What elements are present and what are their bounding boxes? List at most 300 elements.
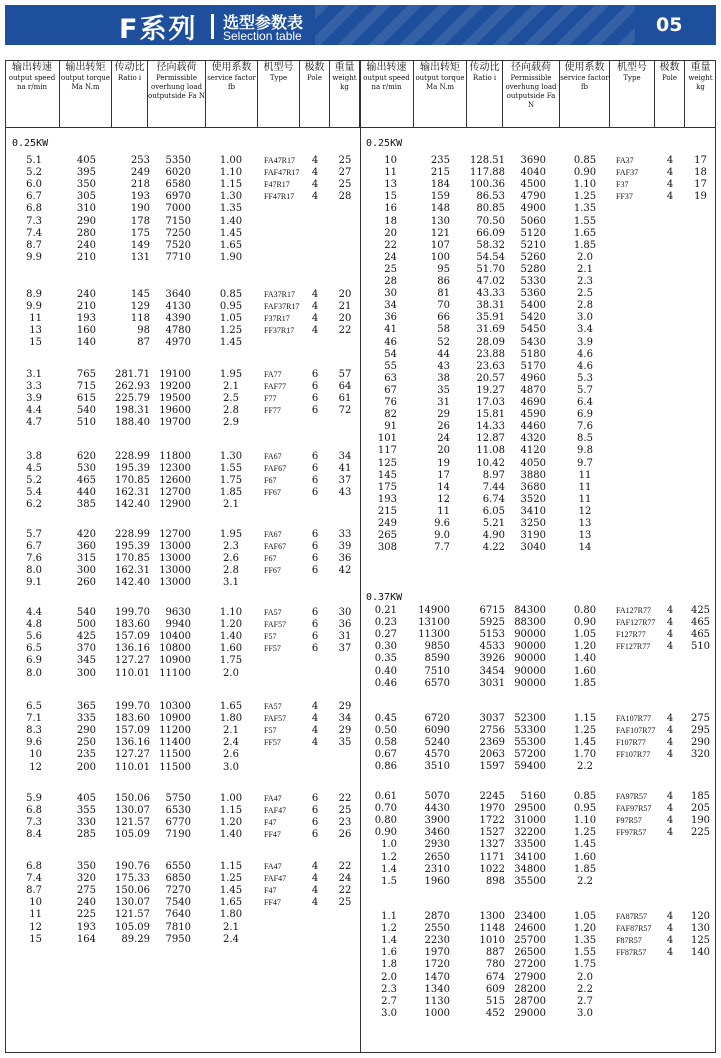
value-cell: 175: [130, 227, 150, 239]
right-table-row: [0, 384, 721, 397]
pole-cell: 6: [311, 553, 319, 565]
value-cell: 11800: [159, 451, 191, 462]
value-cell: 34100: [514, 851, 546, 863]
value-cell: 3926: [479, 653, 505, 665]
pole-cell: 6: [311, 619, 319, 631]
col-header-cn: 使用系数: [564, 62, 605, 73]
value-cell: 7.4: [26, 227, 42, 239]
right-table-row: [0, 215, 721, 228]
service-factor-cell: 1.80: [219, 909, 243, 921]
value-cell: 7270: [165, 885, 191, 897]
value-cell: 80.85: [476, 203, 505, 215]
type-cell: F107R77: [616, 738, 646, 748]
service-factor-cell: 0.90: [573, 167, 597, 179]
value-cell: 249: [377, 518, 397, 529]
right-table-row: [0, 677, 721, 690]
weight-cell: 20: [338, 313, 352, 325]
value-cell: 95: [437, 263, 450, 275]
pole-cell: 4: [666, 749, 674, 761]
value-cell: 0.50: [374, 725, 397, 737]
type-cell: FF77: [264, 406, 281, 416]
value-cell: 157.09: [115, 631, 150, 643]
pole-cell: 6: [311, 369, 319, 380]
service-factor-cell: 1.60: [573, 851, 597, 863]
value-cell: 142.40: [115, 577, 150, 589]
service-factor-cell: 11: [578, 481, 592, 493]
pole-cell: 4: [666, 947, 674, 959]
value-cell: 5420: [520, 312, 546, 324]
value-cell: 142.40: [115, 499, 150, 511]
pole-cell: 4: [311, 885, 319, 897]
value-cell: 160: [76, 325, 96, 337]
value-cell: 0.40: [374, 665, 397, 677]
value-cell: 12700: [159, 529, 191, 540]
right-table-row: [0, 640, 721, 653]
value-cell: 2245: [479, 791, 505, 802]
right-table-row: [0, 983, 721, 996]
value-cell: 6850: [165, 873, 191, 885]
right-table-row: [0, 408, 721, 421]
weight-cell: 72: [338, 405, 352, 417]
value-cell: 100: [430, 251, 450, 263]
value-cell: 131: [130, 251, 150, 263]
pole-cell: 4: [311, 313, 319, 325]
service-factor-cell: 11: [578, 493, 592, 505]
title-cn: 选型参数表: [223, 13, 304, 32]
value-cell: 67: [384, 384, 397, 396]
value-cell: 3680: [520, 481, 546, 493]
service-factor-cell: 0.80: [573, 605, 597, 616]
col-header-cn: 重量: [690, 62, 711, 73]
value-cell: 101: [377, 433, 397, 445]
value-cell: 300: [76, 565, 96, 577]
pole-cell: 4: [311, 167, 319, 179]
right-table-row: [0, 851, 721, 864]
weight-cell: 125: [690, 935, 711, 947]
value-cell: 90000: [514, 677, 546, 689]
value-cell: 13000: [159, 577, 191, 589]
value-cell: 5450: [520, 324, 546, 336]
value-cell: 51.70: [476, 263, 505, 275]
value-cell: 7520: [165, 239, 191, 251]
value-cell: 145: [377, 469, 397, 481]
value-cell: 12700: [159, 487, 191, 499]
value-cell: 140: [76, 337, 96, 349]
type-cell: F47: [264, 818, 277, 828]
right-table-row: [0, 958, 721, 971]
value-cell: 3250: [520, 518, 546, 529]
value-cell: 70: [437, 300, 450, 312]
value-cell: 228.99: [115, 451, 150, 462]
right-table-row: [0, 760, 721, 773]
value-cell: 7.44: [482, 481, 505, 493]
value-cell: 24: [437, 433, 450, 445]
service-factor-cell: 2.6: [223, 749, 239, 761]
pole-cell: 6: [311, 463, 319, 475]
value-cell: 1148: [479, 923, 505, 935]
value-cell: 199.70: [115, 607, 150, 618]
weight-cell: 465: [690, 617, 711, 629]
right-table-row: [0, 1007, 721, 1020]
weight-cell: 25: [338, 805, 352, 817]
value-cell: 515: [485, 995, 505, 1007]
value-cell: 198.31: [115, 405, 150, 417]
weight-cell: 26: [338, 829, 352, 841]
value-cell: 275: [76, 885, 96, 897]
value-cell: 4130: [165, 301, 191, 313]
value-cell: 1527: [479, 827, 505, 839]
value-cell: 3690: [520, 155, 546, 166]
value-cell: 35500: [514, 875, 546, 887]
value-cell: 780: [485, 959, 505, 971]
service-factor-cell: 4.6: [577, 348, 593, 360]
pole-cell: 6: [311, 541, 319, 553]
value-cell: 47.02: [476, 276, 505, 287]
value-cell: 3.8: [26, 451, 42, 462]
right-table-row: [0, 604, 721, 617]
type-cell: F97R57: [616, 816, 642, 826]
value-cell: 27200: [514, 959, 546, 971]
weight-cell: 34: [338, 451, 352, 462]
weight-cell: 425: [690, 605, 711, 616]
value-cell: 170.85: [115, 475, 150, 487]
value-cell: 6770: [165, 817, 191, 829]
value-cell: 38.31: [476, 300, 505, 312]
service-factor-cell: 1.75: [219, 655, 243, 667]
value-cell: 12600: [159, 475, 191, 487]
value-cell: 3.9: [26, 393, 42, 405]
value-cell: 5070: [424, 791, 450, 802]
value-cell: 100.36: [470, 179, 505, 191]
service-factor-cell: 2.7: [577, 995, 593, 1007]
weight-cell: 22: [338, 325, 352, 337]
col-header-en: Permissible overhung load outputside Fa N: [505, 74, 557, 109]
value-cell: 300: [76, 667, 96, 679]
value-cell: 25: [384, 263, 397, 275]
value-cell: 1010: [479, 935, 505, 947]
value-cell: 195.39: [115, 541, 150, 553]
pole-cell: 4: [666, 923, 674, 935]
value-cell: 6.9: [26, 655, 42, 667]
value-cell: 250: [76, 737, 96, 749]
service-factor-cell: 2.1: [223, 499, 239, 511]
value-cell: 335: [76, 713, 96, 725]
value-cell: 7.7: [434, 542, 450, 554]
left-col-header: [258, 61, 300, 127]
value-cell: 4040: [520, 167, 546, 179]
value-cell: 190.76: [115, 861, 150, 872]
right-table-row: [0, 481, 721, 494]
right-table-row: [0, 875, 721, 888]
right-table-row: [0, 190, 721, 203]
value-cell: 7.6: [26, 553, 42, 565]
value-cell: 620: [76, 451, 96, 462]
value-cell: 5160: [520, 791, 546, 802]
value-cell: 12300: [159, 463, 191, 475]
service-factor-cell: 3.0: [223, 761, 239, 773]
value-cell: 81: [437, 288, 450, 300]
value-cell: 28700: [514, 995, 546, 1007]
right-table-row: [0, 311, 721, 324]
value-cell: 3.0: [381, 1007, 397, 1019]
col-header-en: Ratio i: [117, 74, 142, 82]
left-col-header: [112, 61, 148, 127]
value-cell: 290: [76, 215, 96, 227]
value-cell: 6.8: [26, 805, 42, 817]
value-cell: 54.54: [476, 251, 505, 263]
value-cell: 1.6: [381, 947, 397, 959]
weight-cell: 37: [338, 475, 352, 487]
value-cell: 4390: [165, 313, 191, 325]
value-cell: 0.67: [374, 749, 397, 761]
type-cell: FAF67: [264, 464, 287, 474]
value-cell: 6580: [165, 179, 191, 191]
service-factor-cell: 0.95: [573, 803, 597, 815]
value-cell: 31.69: [476, 324, 505, 336]
value-cell: 0.46: [374, 677, 397, 689]
value-cell: 228.99: [115, 529, 150, 540]
value-cell: 360: [76, 541, 96, 553]
col-header-cn: 输出转速: [12, 62, 52, 73]
value-cell: 440: [76, 487, 96, 499]
col-header-en: Type: [623, 74, 641, 82]
col-header-en: Pole: [306, 74, 323, 82]
value-cell: 150.06: [115, 885, 150, 897]
service-factor-cell: 1.95: [219, 529, 243, 540]
value-cell: 148: [430, 203, 450, 215]
value-cell: 0.86: [374, 761, 397, 773]
value-cell: 6970: [165, 191, 191, 203]
service-factor-cell: 2.2: [577, 983, 593, 995]
type-cell: FF37: [616, 192, 633, 202]
service-factor-cell: 1.20: [573, 641, 597, 653]
service-factor-cell: 1.30: [219, 451, 243, 462]
service-factor-cell: 1.35: [219, 203, 243, 215]
service-factor-cell: 1.10: [219, 167, 243, 179]
weight-cell: 28: [338, 191, 352, 203]
right-table-row: [0, 628, 721, 641]
service-factor-cell: 1.45: [219, 337, 243, 349]
value-cell: 76: [384, 397, 397, 408]
service-factor-cell: 1.45: [573, 737, 597, 749]
value-cell: 58: [437, 324, 450, 336]
value-cell: 13000: [159, 541, 191, 553]
right-table-row: [0, 826, 721, 839]
value-cell: 240: [76, 289, 96, 300]
value-cell: 19.27: [476, 384, 505, 396]
value-cell: 14900: [418, 605, 450, 616]
service-factor-cell: 1.80: [219, 713, 243, 725]
value-cell: 57200: [514, 749, 546, 761]
value-cell: 19100: [159, 369, 191, 380]
value-cell: 4.8: [26, 619, 42, 631]
type-cell: FAF37: [616, 168, 639, 178]
weight-cell: 33: [338, 529, 352, 540]
right-table-row: [0, 712, 721, 725]
service-factor-cell: 1.85: [573, 863, 597, 875]
right-table-row: [0, 910, 721, 923]
value-cell: 17: [437, 469, 450, 481]
right-table-row: [0, 802, 721, 815]
type-cell: F57: [264, 632, 277, 642]
type-cell: F77: [264, 394, 277, 404]
value-cell: 1327: [479, 839, 505, 851]
value-cell: 90000: [514, 629, 546, 641]
weight-cell: 190: [690, 815, 711, 827]
pole-cell: 4: [311, 155, 319, 166]
value-cell: 193: [377, 493, 397, 505]
value-cell: 18: [384, 215, 397, 227]
value-cell: 2369: [479, 737, 505, 749]
value-cell: 0.58: [374, 737, 397, 749]
value-cell: 898: [485, 875, 505, 887]
value-cell: 5.21: [482, 518, 505, 529]
right-table-row: [0, 995, 721, 1008]
value-cell: 10900: [159, 713, 191, 725]
type-cell: FF57: [264, 644, 281, 654]
type-cell: FA77: [264, 370, 282, 379]
right-table-row: [0, 360, 721, 373]
right-table-row: [0, 922, 721, 935]
value-cell: 5.7: [26, 529, 42, 540]
value-cell: 465: [76, 475, 96, 487]
value-cell: 121.57: [115, 909, 150, 921]
value-cell: 280: [76, 227, 96, 239]
col-header-cn: 径向载荷: [156, 62, 197, 73]
value-cell: 6.8: [26, 203, 42, 215]
value-cell: 3510: [424, 761, 450, 773]
value-cell: 765: [76, 369, 96, 380]
value-cell: 24600: [514, 923, 546, 935]
value-cell: 32200: [514, 827, 546, 839]
right-table-row: [0, 616, 721, 629]
value-cell: 8.3: [26, 725, 42, 737]
col-header-en: weight kg: [332, 74, 357, 91]
value-cell: 17.03: [476, 397, 505, 408]
service-factor-cell: 2.8: [577, 300, 593, 312]
value-cell: 7510: [424, 665, 450, 677]
value-cell: 5.6: [26, 631, 42, 643]
weight-cell: 23: [338, 817, 352, 829]
value-cell: 12: [29, 761, 42, 773]
type-cell: FF127R77: [616, 642, 651, 652]
value-cell: 15.81: [476, 409, 505, 421]
weight-cell: 36: [338, 619, 352, 631]
value-cell: 121: [430, 227, 450, 239]
value-cell: 9.9: [26, 251, 42, 263]
right-table-row: [0, 239, 721, 252]
value-cell: 405: [76, 155, 96, 166]
value-cell: 13000: [159, 553, 191, 565]
right-table-row: [0, 251, 721, 264]
value-cell: 1.4: [381, 863, 397, 875]
right-table-row: [0, 529, 721, 542]
value-cell: 149: [130, 239, 150, 251]
type-cell: FA47: [264, 862, 282, 871]
col-header-cn: 输出转速: [366, 62, 407, 73]
value-cell: 1022: [479, 863, 505, 875]
service-factor-cell: 6.4: [577, 397, 593, 408]
right-table-row: [0, 372, 721, 385]
pole-cell: 4: [666, 935, 674, 947]
type-cell: FF47: [264, 830, 281, 840]
value-cell: 63: [384, 372, 397, 384]
service-factor-cell: 2.5: [223, 393, 239, 405]
pole-cell: 4: [311, 725, 319, 737]
value-cell: 34800: [514, 863, 546, 875]
value-cell: 6.74: [482, 493, 505, 505]
pole-cell: 4: [666, 827, 674, 839]
value-cell: 66: [437, 312, 450, 324]
title-divider: [211, 14, 214, 39]
value-cell: 36: [384, 312, 397, 324]
value-cell: 10900: [159, 655, 191, 667]
weight-cell: 41: [338, 463, 352, 475]
type-cell: F47: [264, 886, 277, 896]
value-cell: 19: [437, 457, 450, 469]
value-cell: 6.7: [26, 191, 42, 203]
value-cell: 28200: [514, 983, 546, 995]
value-cell: 136.16: [115, 643, 150, 655]
value-cell: 110.01: [115, 667, 150, 679]
pole-cell: 4: [311, 301, 319, 313]
value-cell: 385: [76, 499, 96, 511]
value-cell: 13: [384, 179, 397, 191]
right-table-row: [0, 420, 721, 433]
value-cell: 7.3: [26, 215, 42, 227]
value-cell: 199.70: [115, 701, 150, 712]
weight-cell: 17: [694, 179, 707, 191]
service-factor-cell: 9.8: [577, 445, 593, 457]
pole-cell: 6: [311, 793, 319, 804]
value-cell: 350: [76, 861, 96, 872]
value-cell: 500: [76, 619, 96, 631]
value-cell: 90000: [514, 665, 546, 677]
value-cell: 5.2: [26, 167, 42, 179]
value-cell: 5360: [520, 288, 546, 300]
value-cell: 38: [437, 372, 450, 384]
right-col-header: [503, 61, 560, 127]
pole-cell: 4: [666, 725, 674, 737]
right-table-row: [0, 323, 721, 336]
col-header-en: service factor fb: [207, 74, 256, 91]
service-factor-cell: 1.25: [219, 873, 243, 885]
value-cell: 55300: [514, 737, 546, 749]
value-cell: 31000: [514, 815, 546, 827]
type-cell: FAF37R17: [264, 302, 300, 312]
service-factor-cell: 3.1: [223, 577, 239, 589]
service-factor-cell: 2.1: [577, 263, 593, 275]
weight-cell: 19: [694, 191, 707, 203]
value-cell: 117.88: [470, 167, 505, 179]
weight-cell: 43: [338, 487, 352, 499]
value-cell: 10300: [159, 701, 191, 712]
value-cell: 5430: [520, 336, 546, 348]
weight-cell: 205: [690, 803, 711, 815]
value-cell: 345: [76, 655, 96, 667]
value-cell: 0.80: [374, 815, 397, 827]
value-cell: 170.85: [115, 553, 150, 565]
value-cell: 8.7: [26, 239, 42, 251]
left-table-row: [0, 576, 721, 589]
value-cell: 6020: [165, 167, 191, 179]
value-cell: 129: [130, 301, 150, 313]
value-cell: 210: [76, 251, 96, 263]
service-factor-cell: 3.9: [577, 336, 593, 348]
col-header-cn: 输出转矩: [65, 62, 106, 73]
value-cell: 136.16: [115, 737, 150, 749]
weight-cell: 185: [690, 791, 711, 802]
